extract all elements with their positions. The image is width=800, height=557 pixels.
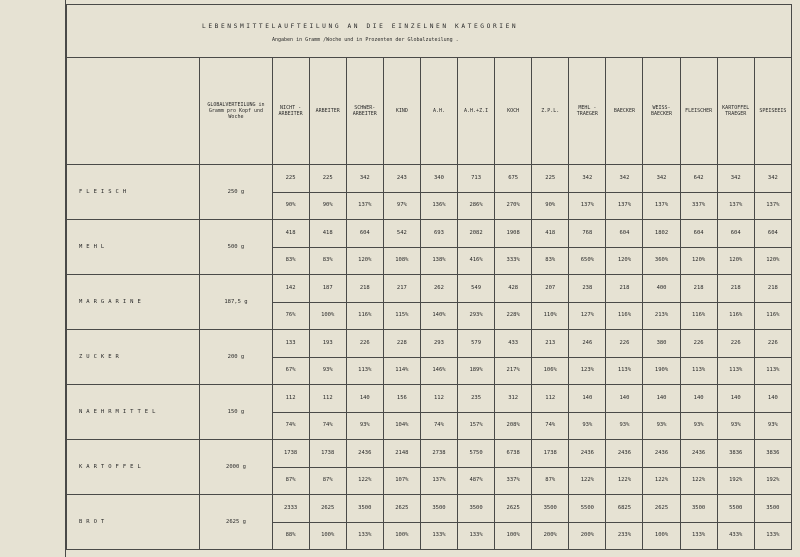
- percent-cell: 93%: [309, 357, 346, 385]
- grams-cell: 418: [532, 220, 569, 248]
- title-block: [67, 5, 792, 58]
- grams-cell: 342: [643, 165, 680, 193]
- percent-cell: 190%: [643, 357, 680, 385]
- grams-cell: 1738: [532, 440, 569, 468]
- header-global: GLOBALVERTEILUNG in Gramm pro Kopf und Woche: [200, 58, 272, 165]
- percent-cell: 133%: [420, 522, 457, 550]
- percent-cell: 192%: [717, 467, 754, 495]
- percent-cell: 137%: [420, 467, 457, 495]
- grams-cell: 418: [309, 220, 346, 248]
- grams-cell: 140: [680, 385, 717, 413]
- percent-cell: 293%: [458, 302, 495, 330]
- header-blank: [67, 58, 200, 165]
- grams-cell: 428: [495, 275, 532, 303]
- grams-cell: 140: [643, 385, 680, 413]
- grams-cell: 2625: [309, 495, 346, 523]
- grams-cell: 218: [606, 275, 643, 303]
- grams-cell: 312: [495, 385, 532, 413]
- grams-cell: 542: [383, 220, 420, 248]
- percent-cell: 90%: [532, 192, 569, 220]
- percent-cell: 83%: [309, 247, 346, 275]
- percent-cell: 127%: [569, 302, 606, 330]
- percent-cell: 416%: [458, 247, 495, 275]
- percent-cell: 113%: [346, 357, 383, 385]
- page-subtitle: Angaben in Gramm /Woche und in Prozenten der Globalzuteilung .: [272, 36, 459, 43]
- percent-cell: 200%: [532, 522, 569, 550]
- percent-cell: 157%: [458, 412, 495, 440]
- row-global: 2000 g: [200, 440, 272, 495]
- header-category: ARBEITER: [309, 58, 346, 165]
- percent-cell: 133%: [680, 522, 717, 550]
- grams-cell: 2333: [272, 495, 309, 523]
- grams-cell: 340: [420, 165, 457, 193]
- grams-cell: 140: [717, 385, 754, 413]
- grams-cell: 225: [532, 165, 569, 193]
- grams-cell: 3500: [420, 495, 457, 523]
- percent-cell: 228%: [495, 302, 532, 330]
- grams-cell: 2436: [643, 440, 680, 468]
- row-global: 200 g: [200, 330, 272, 385]
- grams-cell: 140: [754, 385, 791, 413]
- grams-cell: 218: [717, 275, 754, 303]
- row-label: FLEISCH: [67, 165, 200, 220]
- percent-cell: 100%: [643, 522, 680, 550]
- percent-cell: 113%: [606, 357, 643, 385]
- percent-cell: 76%: [272, 302, 309, 330]
- percent-cell: 108%: [383, 247, 420, 275]
- percent-cell: 140%: [420, 302, 457, 330]
- percent-cell: 133%: [754, 522, 791, 550]
- grams-cell: 2738: [420, 440, 457, 468]
- percent-cell: 93%: [717, 412, 754, 440]
- percent-cell: 87%: [532, 467, 569, 495]
- grams-cell: 604: [754, 220, 791, 248]
- percent-cell: 113%: [680, 357, 717, 385]
- percent-cell: 90%: [309, 192, 346, 220]
- page-title: LEBENSMITTELAUFTEILUNG AN DIE EINZELNEN KATEGORIEN: [202, 23, 519, 30]
- percent-cell: 122%: [569, 467, 606, 495]
- percent-cell: 113%: [717, 357, 754, 385]
- percent-cell: 115%: [383, 302, 420, 330]
- percent-cell: 116%: [680, 302, 717, 330]
- percent-cell: 120%: [680, 247, 717, 275]
- percent-cell: 333%: [495, 247, 532, 275]
- grams-cell: 213: [532, 330, 569, 358]
- grams-cell: 112: [532, 385, 569, 413]
- percent-cell: 88%: [272, 522, 309, 550]
- percent-cell: 208%: [495, 412, 532, 440]
- percent-cell: 100%: [383, 522, 420, 550]
- grams-cell: 2436: [569, 440, 606, 468]
- grams-cell: 2148: [383, 440, 420, 468]
- percent-cell: 104%: [383, 412, 420, 440]
- header-category: FLEISCHER: [680, 58, 717, 165]
- grams-cell: 380: [643, 330, 680, 358]
- grams-cell: 217: [383, 275, 420, 303]
- percent-cell: 120%: [346, 247, 383, 275]
- grams-cell: 642: [680, 165, 717, 193]
- percent-cell: 100%: [309, 302, 346, 330]
- percent-cell: 90%: [272, 192, 309, 220]
- grams-cell: 342: [754, 165, 791, 193]
- grams-cell: 549: [458, 275, 495, 303]
- grams-cell: 713: [458, 165, 495, 193]
- grams-cell: 5500: [569, 495, 606, 523]
- percent-cell: 74%: [532, 412, 569, 440]
- percent-cell: 137%: [569, 192, 606, 220]
- grams-cell: 3500: [680, 495, 717, 523]
- header-category: BAECKER: [606, 58, 643, 165]
- grams-cell: 187: [309, 275, 346, 303]
- percent-cell: 122%: [680, 467, 717, 495]
- grams-cell: 768: [569, 220, 606, 248]
- row-label: BROT: [67, 495, 200, 550]
- percent-cell: 74%: [272, 412, 309, 440]
- percent-cell: 192%: [754, 467, 791, 495]
- grams-cell: 5750: [458, 440, 495, 468]
- percent-cell: 83%: [272, 247, 309, 275]
- header-category: Z.P.L.: [532, 58, 569, 165]
- row-label: MEHL: [67, 220, 200, 275]
- percent-cell: 137%: [643, 192, 680, 220]
- percent-cell: 116%: [717, 302, 754, 330]
- grams-cell: 604: [606, 220, 643, 248]
- grams-cell: 5500: [717, 495, 754, 523]
- percent-cell: 120%: [717, 247, 754, 275]
- grams-cell: 193: [309, 330, 346, 358]
- percent-cell: 213%: [643, 302, 680, 330]
- percent-cell: 650%: [569, 247, 606, 275]
- grams-cell: 112: [272, 385, 309, 413]
- allocation-table: [66, 4, 792, 550]
- grams-cell: 133: [272, 330, 309, 358]
- percent-cell: 122%: [643, 467, 680, 495]
- percent-cell: 133%: [346, 522, 383, 550]
- percent-cell: 233%: [606, 522, 643, 550]
- percent-cell: 106%: [532, 357, 569, 385]
- percent-cell: 217%: [495, 357, 532, 385]
- percent-cell: 137%: [346, 192, 383, 220]
- grams-cell: 140: [569, 385, 606, 413]
- percent-cell: 122%: [346, 467, 383, 495]
- row-global: 500 g: [200, 220, 272, 275]
- grams-cell: 675: [495, 165, 532, 193]
- percent-cell: 123%: [569, 357, 606, 385]
- grams-cell: 246: [569, 330, 606, 358]
- grams-cell: 3500: [458, 495, 495, 523]
- grams-cell: 218: [680, 275, 717, 303]
- grams-cell: 140: [346, 385, 383, 413]
- grams-cell: 342: [346, 165, 383, 193]
- grams-cell: 3500: [346, 495, 383, 523]
- grams-cell: 604: [717, 220, 754, 248]
- grams-cell: 226: [606, 330, 643, 358]
- grams-cell: 693: [420, 220, 457, 248]
- header-category: A.H.: [420, 58, 457, 165]
- grams-cell: 2436: [346, 440, 383, 468]
- grams-cell: 112: [420, 385, 457, 413]
- percent-cell: 93%: [680, 412, 717, 440]
- percent-cell: 487%: [458, 467, 495, 495]
- percent-cell: 67%: [272, 357, 309, 385]
- row-label: KARTOFFEL: [67, 440, 200, 495]
- percent-cell: 137%: [717, 192, 754, 220]
- grams-cell: 238: [569, 275, 606, 303]
- percent-cell: 146%: [420, 357, 457, 385]
- row-label: MARGARINE: [67, 275, 200, 330]
- grams-cell: 342: [569, 165, 606, 193]
- percent-cell: 110%: [532, 302, 569, 330]
- grams-cell: 226: [680, 330, 717, 358]
- grams-cell: 112: [309, 385, 346, 413]
- header-category: A.H.+Z.I: [458, 58, 495, 165]
- grams-cell: 1908: [495, 220, 532, 248]
- grams-cell: 3836: [754, 440, 791, 468]
- grams-cell: 156: [383, 385, 420, 413]
- percent-cell: 93%: [643, 412, 680, 440]
- grams-cell: 225: [309, 165, 346, 193]
- grams-cell: 342: [606, 165, 643, 193]
- percent-cell: 74%: [420, 412, 457, 440]
- percent-cell: 116%: [346, 302, 383, 330]
- row-global: 187,5 g: [200, 275, 272, 330]
- percent-cell: 100%: [495, 522, 532, 550]
- left-margin: [0, 0, 66, 557]
- grams-cell: 218: [754, 275, 791, 303]
- percent-cell: 100%: [309, 522, 346, 550]
- grams-cell: 1738: [272, 440, 309, 468]
- header-category: KIND: [383, 58, 420, 165]
- percent-cell: 93%: [606, 412, 643, 440]
- grams-cell: 400: [643, 275, 680, 303]
- grams-cell: 3836: [717, 440, 754, 468]
- grams-cell: 226: [346, 330, 383, 358]
- percent-cell: 137%: [606, 192, 643, 220]
- row-global: 2625 g: [200, 495, 272, 550]
- percent-cell: 133%: [458, 522, 495, 550]
- grams-cell: 3500: [754, 495, 791, 523]
- percent-cell: 337%: [495, 467, 532, 495]
- grams-cell: 2082: [458, 220, 495, 248]
- percent-cell: 360%: [643, 247, 680, 275]
- percent-cell: 120%: [754, 247, 791, 275]
- percent-cell: 286%: [458, 192, 495, 220]
- grams-cell: 226: [717, 330, 754, 358]
- percent-cell: 107%: [383, 467, 420, 495]
- grams-cell: 218: [346, 275, 383, 303]
- grams-cell: 433: [495, 330, 532, 358]
- percent-cell: 433%: [717, 522, 754, 550]
- grams-cell: 604: [346, 220, 383, 248]
- percent-cell: 114%: [383, 357, 420, 385]
- percent-cell: 122%: [606, 467, 643, 495]
- grams-cell: 235: [458, 385, 495, 413]
- percent-cell: 270%: [495, 192, 532, 220]
- grams-cell: 262: [420, 275, 457, 303]
- header-category: SPEISEEIS: [754, 58, 791, 165]
- row-global: 250 g: [200, 165, 272, 220]
- header-category: MEHL - TRAEGER: [569, 58, 606, 165]
- percent-cell: 137%: [754, 192, 791, 220]
- grams-cell: 6738: [495, 440, 532, 468]
- grams-cell: 243: [383, 165, 420, 193]
- header-category: SCHWER- ARBEITER: [346, 58, 383, 165]
- percent-cell: 116%: [754, 302, 791, 330]
- percent-cell: 74%: [309, 412, 346, 440]
- percent-cell: 116%: [606, 302, 643, 330]
- grams-cell: 1802: [643, 220, 680, 248]
- grams-cell: 207: [532, 275, 569, 303]
- grams-cell: 579: [458, 330, 495, 358]
- grams-cell: 140: [606, 385, 643, 413]
- percent-cell: 93%: [346, 412, 383, 440]
- grams-cell: 1738: [309, 440, 346, 468]
- header-category: NICHT - ARBEITER: [272, 58, 309, 165]
- percent-cell: 189%: [458, 357, 495, 385]
- grams-cell: 418: [272, 220, 309, 248]
- grams-cell: 293: [420, 330, 457, 358]
- grams-cell: 2625: [495, 495, 532, 523]
- grams-cell: 142: [272, 275, 309, 303]
- grams-cell: 3500: [532, 495, 569, 523]
- percent-cell: 200%: [569, 522, 606, 550]
- row-global: 150 g: [200, 385, 272, 440]
- grams-cell: 2625: [643, 495, 680, 523]
- percent-cell: 93%: [569, 412, 606, 440]
- row-label: NAEHRMITTEL: [67, 385, 200, 440]
- grams-cell: 226: [754, 330, 791, 358]
- percent-cell: 93%: [754, 412, 791, 440]
- grams-cell: 342: [717, 165, 754, 193]
- grams-cell: 228: [383, 330, 420, 358]
- grams-cell: 2436: [606, 440, 643, 468]
- percent-cell: 120%: [606, 247, 643, 275]
- grams-cell: 6825: [606, 495, 643, 523]
- percent-cell: 87%: [272, 467, 309, 495]
- grams-cell: 225: [272, 165, 309, 193]
- header-category: WEISS- BAECKER: [643, 58, 680, 165]
- grams-cell: 604: [680, 220, 717, 248]
- grams-cell: 2436: [680, 440, 717, 468]
- header-category: KOCH: [495, 58, 532, 165]
- percent-cell: 83%: [532, 247, 569, 275]
- percent-cell: 113%: [754, 357, 791, 385]
- percent-cell: 136%: [420, 192, 457, 220]
- grams-cell: 2625: [383, 495, 420, 523]
- header-category: KARTOFFEL TRAEGER: [717, 58, 754, 165]
- percent-cell: 97%: [383, 192, 420, 220]
- percent-cell: 87%: [309, 467, 346, 495]
- row-label: ZUCKER: [67, 330, 200, 385]
- percent-cell: 337%: [680, 192, 717, 220]
- percent-cell: 138%: [420, 247, 457, 275]
